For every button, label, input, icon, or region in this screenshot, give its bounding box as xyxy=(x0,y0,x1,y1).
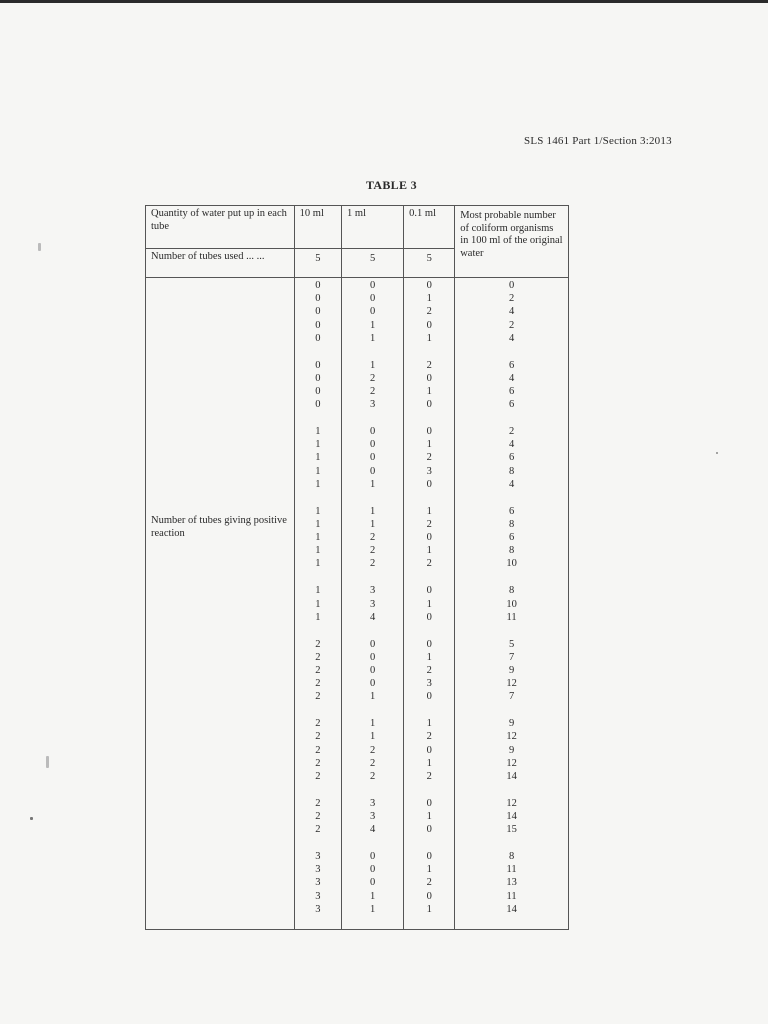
value-1ml: 1 xyxy=(369,518,376,530)
volume-10ml-header: 10 ml xyxy=(294,206,341,249)
value-01ml: 0 xyxy=(426,532,432,544)
value-group xyxy=(404,583,454,636)
results-row xyxy=(146,278,569,930)
value-10ml: 2 xyxy=(315,811,321,822)
volume-1ml-header: 1 ml xyxy=(342,206,404,249)
value-group xyxy=(342,796,403,849)
value-10ml: 0 xyxy=(315,372,321,384)
value-group xyxy=(455,796,568,849)
value-group xyxy=(455,424,568,504)
quantity-label: Quantity of water put up in each tube xyxy=(146,206,295,249)
value-mpn: 4 xyxy=(508,439,515,451)
value-group xyxy=(342,583,403,636)
value-mpn: 9 xyxy=(508,664,515,676)
value-group xyxy=(295,424,341,504)
tubes-used-10ml: 5 xyxy=(294,249,341,278)
value-mpn: 0 xyxy=(508,280,515,291)
volume-01ml-header: 0.1 ml xyxy=(404,206,455,249)
value-10ml: 3 xyxy=(315,851,321,863)
tubes-used-label: Number of tubes used ... ... xyxy=(146,249,295,278)
value-1ml: 2 xyxy=(369,558,376,570)
value-group xyxy=(295,583,341,636)
value-1ml: 1 xyxy=(369,332,376,344)
value-group xyxy=(342,278,403,358)
value-1ml: 0 xyxy=(369,664,376,676)
value-mpn: 15 xyxy=(506,824,517,836)
value-01ml: 2 xyxy=(426,452,432,464)
value-10ml: 2 xyxy=(315,638,321,650)
tubes-used-1ml: 5 xyxy=(342,249,404,278)
value-mpn: 2 xyxy=(508,319,515,331)
value-1ml: 2 xyxy=(369,386,376,397)
value-group xyxy=(295,358,341,424)
value-10ml: 1 xyxy=(315,426,321,438)
value-group xyxy=(455,716,568,796)
value-10ml: 0 xyxy=(315,386,321,397)
value-group xyxy=(455,637,568,717)
value-01ml: 2 xyxy=(426,770,432,782)
value-10ml: 0 xyxy=(315,332,321,344)
positive-reaction-label: Number of tubes giving positive reaction xyxy=(151,515,287,539)
value-mpn: 5 xyxy=(508,638,515,650)
value-10ml: 2 xyxy=(315,678,321,690)
value-10ml: 2 xyxy=(315,718,321,730)
value-group xyxy=(404,796,454,849)
value-10ml: 1 xyxy=(315,532,321,544)
value-01ml: 2 xyxy=(426,558,432,570)
value-group xyxy=(342,424,403,504)
value-01ml: 2 xyxy=(426,518,432,530)
value-group xyxy=(404,358,454,424)
value-10ml: 1 xyxy=(315,611,321,623)
value-mpn: 6 xyxy=(508,505,515,517)
value-mpn: 11 xyxy=(506,864,517,876)
value-10ml: 2 xyxy=(315,824,321,836)
value-1ml: 0 xyxy=(369,877,376,889)
value-1ml: 2 xyxy=(369,770,376,782)
value-10ml: 3 xyxy=(315,877,321,889)
value-mpn: 12 xyxy=(506,731,517,743)
value-01ml: 0 xyxy=(426,890,432,902)
value-mpn: 8 xyxy=(508,851,515,863)
value-01ml: 1 xyxy=(426,903,432,915)
value-mpn: 4 xyxy=(508,478,515,490)
value-10ml: 1 xyxy=(315,452,321,464)
value-1ml: 2 xyxy=(369,744,376,756)
value-10ml: 2 xyxy=(315,797,321,809)
value-group xyxy=(404,278,454,358)
value-group xyxy=(404,504,454,584)
value-mpn: 12 xyxy=(506,678,517,690)
mpn-table xyxy=(145,205,569,930)
value-mpn: 6 xyxy=(508,399,515,411)
value-01ml: 2 xyxy=(426,359,432,371)
value-mpn: 7 xyxy=(508,651,515,663)
value-01ml: 2 xyxy=(426,664,432,676)
value-10ml: 2 xyxy=(315,691,321,703)
value-1ml: 1 xyxy=(369,890,376,902)
value-mpn: 2 xyxy=(508,293,515,305)
value-10ml: 0 xyxy=(315,359,321,371)
value-group xyxy=(455,849,568,929)
value-1ml: 1 xyxy=(369,718,376,730)
value-mpn: 11 xyxy=(506,890,517,902)
value-mpn: 9 xyxy=(508,744,515,756)
value-1ml: 3 xyxy=(369,399,376,411)
table-title: TABLE 3 xyxy=(366,178,417,192)
value-mpn: 11 xyxy=(506,611,517,623)
value-01ml: 0 xyxy=(426,280,432,291)
value-01ml: 0 xyxy=(426,744,432,756)
value-mpn: 8 xyxy=(508,465,515,477)
value-mpn: 6 xyxy=(508,452,515,464)
value-01ml: 1 xyxy=(426,718,432,730)
tubes-used-01ml: 5 xyxy=(404,249,455,278)
column-mpn-values xyxy=(455,278,569,930)
value-mpn: 8 xyxy=(508,585,515,597)
page-top-edge xyxy=(0,0,768,3)
value-01ml: 2 xyxy=(426,731,432,743)
value-mpn: 14 xyxy=(506,770,517,782)
value-group xyxy=(342,504,403,584)
value-01ml: 1 xyxy=(426,505,432,517)
value-mpn: 4 xyxy=(508,306,515,318)
column-1ml-values xyxy=(342,278,404,930)
value-1ml: 0 xyxy=(369,851,376,863)
value-1ml: 0 xyxy=(369,651,376,663)
value-group xyxy=(342,849,403,929)
value-10ml: 1 xyxy=(315,598,321,610)
value-10ml: 1 xyxy=(315,465,321,477)
value-mpn: 6 xyxy=(508,532,515,544)
value-1ml: 0 xyxy=(369,426,376,438)
value-01ml: 1 xyxy=(426,545,432,557)
value-group xyxy=(295,278,341,358)
value-01ml: 3 xyxy=(426,678,432,690)
value-group xyxy=(342,358,403,424)
value-01ml: 1 xyxy=(426,811,432,822)
value-1ml: 0 xyxy=(369,452,376,464)
value-01ml: 1 xyxy=(426,439,432,451)
value-1ml: 1 xyxy=(369,691,376,703)
value-01ml: 3 xyxy=(426,465,432,477)
value-01ml: 1 xyxy=(426,386,432,397)
value-1ml: 1 xyxy=(369,903,376,915)
header-row xyxy=(146,206,569,249)
value-10ml: 1 xyxy=(315,505,321,517)
value-1ml: 1 xyxy=(369,731,376,743)
value-1ml: 3 xyxy=(369,811,376,822)
value-01ml: 1 xyxy=(426,864,432,876)
value-01ml: 0 xyxy=(426,797,432,809)
value-mpn: 14 xyxy=(506,811,517,822)
value-1ml: 0 xyxy=(369,280,376,291)
value-10ml: 1 xyxy=(315,545,321,557)
value-10ml: 3 xyxy=(315,864,321,876)
value-mpn: 4 xyxy=(508,332,515,344)
value-mpn: 8 xyxy=(508,518,515,530)
value-10ml: 0 xyxy=(315,399,321,411)
value-mpn: 14 xyxy=(506,903,517,915)
value-01ml: 0 xyxy=(426,691,432,703)
value-mpn: 6 xyxy=(508,386,515,397)
value-mpn: 2 xyxy=(508,426,515,438)
value-mpn: 6 xyxy=(508,359,515,371)
value-1ml: 3 xyxy=(369,797,376,809)
value-group xyxy=(404,637,454,717)
value-10ml: 1 xyxy=(315,558,321,570)
value-group xyxy=(295,796,341,849)
value-1ml: 2 xyxy=(369,372,376,384)
value-10ml: 2 xyxy=(315,651,321,663)
value-1ml: 0 xyxy=(369,465,376,477)
value-group xyxy=(295,637,341,717)
value-10ml: 1 xyxy=(315,585,321,597)
value-01ml: 2 xyxy=(426,877,432,889)
value-1ml: 0 xyxy=(369,439,376,451)
value-group xyxy=(455,278,568,358)
value-1ml: 3 xyxy=(369,598,376,610)
value-10ml: 0 xyxy=(315,319,321,331)
value-group xyxy=(455,583,568,636)
value-group xyxy=(342,637,403,717)
value-01ml: 0 xyxy=(426,611,432,623)
value-mpn: 12 xyxy=(506,757,517,769)
value-group xyxy=(295,716,341,796)
value-1ml: 0 xyxy=(369,678,376,690)
value-01ml: 1 xyxy=(426,332,432,344)
value-1ml: 3 xyxy=(369,585,376,597)
value-1ml: 2 xyxy=(369,532,376,544)
column-10ml-values xyxy=(294,278,341,930)
column-01ml-values xyxy=(404,278,455,930)
value-1ml: 1 xyxy=(369,505,376,517)
value-group xyxy=(295,504,341,584)
value-10ml: 1 xyxy=(315,439,321,451)
value-mpn: 7 xyxy=(508,691,515,703)
value-01ml: 0 xyxy=(426,638,432,650)
value-10ml: 2 xyxy=(315,757,321,769)
scan-speck xyxy=(38,243,41,251)
value-1ml: 1 xyxy=(369,359,376,371)
scan-speck xyxy=(716,452,718,454)
value-mpn: 9 xyxy=(508,718,515,730)
value-group xyxy=(404,424,454,504)
value-group xyxy=(455,358,568,424)
value-1ml: 2 xyxy=(369,757,376,769)
value-1ml: 4 xyxy=(369,611,376,623)
value-01ml: 2 xyxy=(426,306,432,318)
value-01ml: 1 xyxy=(426,651,432,663)
value-mpn: 4 xyxy=(508,372,515,384)
value-1ml: 1 xyxy=(369,319,376,331)
value-group xyxy=(342,716,403,796)
value-mpn: 12 xyxy=(506,797,517,809)
value-1ml: 0 xyxy=(369,293,376,305)
value-01ml: 0 xyxy=(426,372,432,384)
value-01ml: 0 xyxy=(426,319,432,331)
value-10ml: 0 xyxy=(315,293,321,305)
value-mpn: 10 xyxy=(506,598,517,610)
value-group xyxy=(295,849,341,929)
mpn-header: Most probable number of coliform organisms in 100 ml of the original water xyxy=(455,206,569,278)
value-01ml: 0 xyxy=(426,478,432,490)
value-1ml: 0 xyxy=(369,306,376,318)
value-10ml: 2 xyxy=(315,744,321,756)
value-01ml: 1 xyxy=(426,598,432,610)
value-10ml: 2 xyxy=(315,731,321,743)
value-group xyxy=(404,716,454,796)
value-10ml: 0 xyxy=(315,280,321,291)
scan-speck xyxy=(30,817,33,820)
value-01ml: 0 xyxy=(426,851,432,863)
value-10ml: 0 xyxy=(315,306,321,318)
positive-reaction-cell xyxy=(146,278,295,930)
value-10ml: 2 xyxy=(315,770,321,782)
value-10ml: 1 xyxy=(315,478,321,490)
value-mpn: 13 xyxy=(506,877,517,889)
value-mpn: 8 xyxy=(508,545,515,557)
value-01ml: 0 xyxy=(426,585,432,597)
value-1ml: 4 xyxy=(369,824,376,836)
value-01ml: 0 xyxy=(426,824,432,836)
value-01ml: 1 xyxy=(426,293,432,305)
value-1ml: 0 xyxy=(369,638,376,650)
scan-speck xyxy=(46,756,49,768)
value-10ml: 3 xyxy=(315,890,321,902)
value-1ml: 0 xyxy=(369,864,376,876)
value-10ml: 2 xyxy=(315,664,321,676)
value-1ml: 2 xyxy=(369,545,376,557)
value-10ml: 1 xyxy=(315,518,321,530)
value-group xyxy=(455,504,568,584)
value-01ml: 0 xyxy=(426,426,432,438)
value-01ml: 0 xyxy=(426,399,432,411)
document-reference: SLS 1461 Part 1/Section 3:2013 xyxy=(524,135,672,147)
value-1ml: 1 xyxy=(369,478,376,490)
value-01ml: 1 xyxy=(426,757,432,769)
value-10ml: 3 xyxy=(315,903,321,915)
value-group xyxy=(404,849,454,929)
value-mpn: 10 xyxy=(506,558,517,570)
